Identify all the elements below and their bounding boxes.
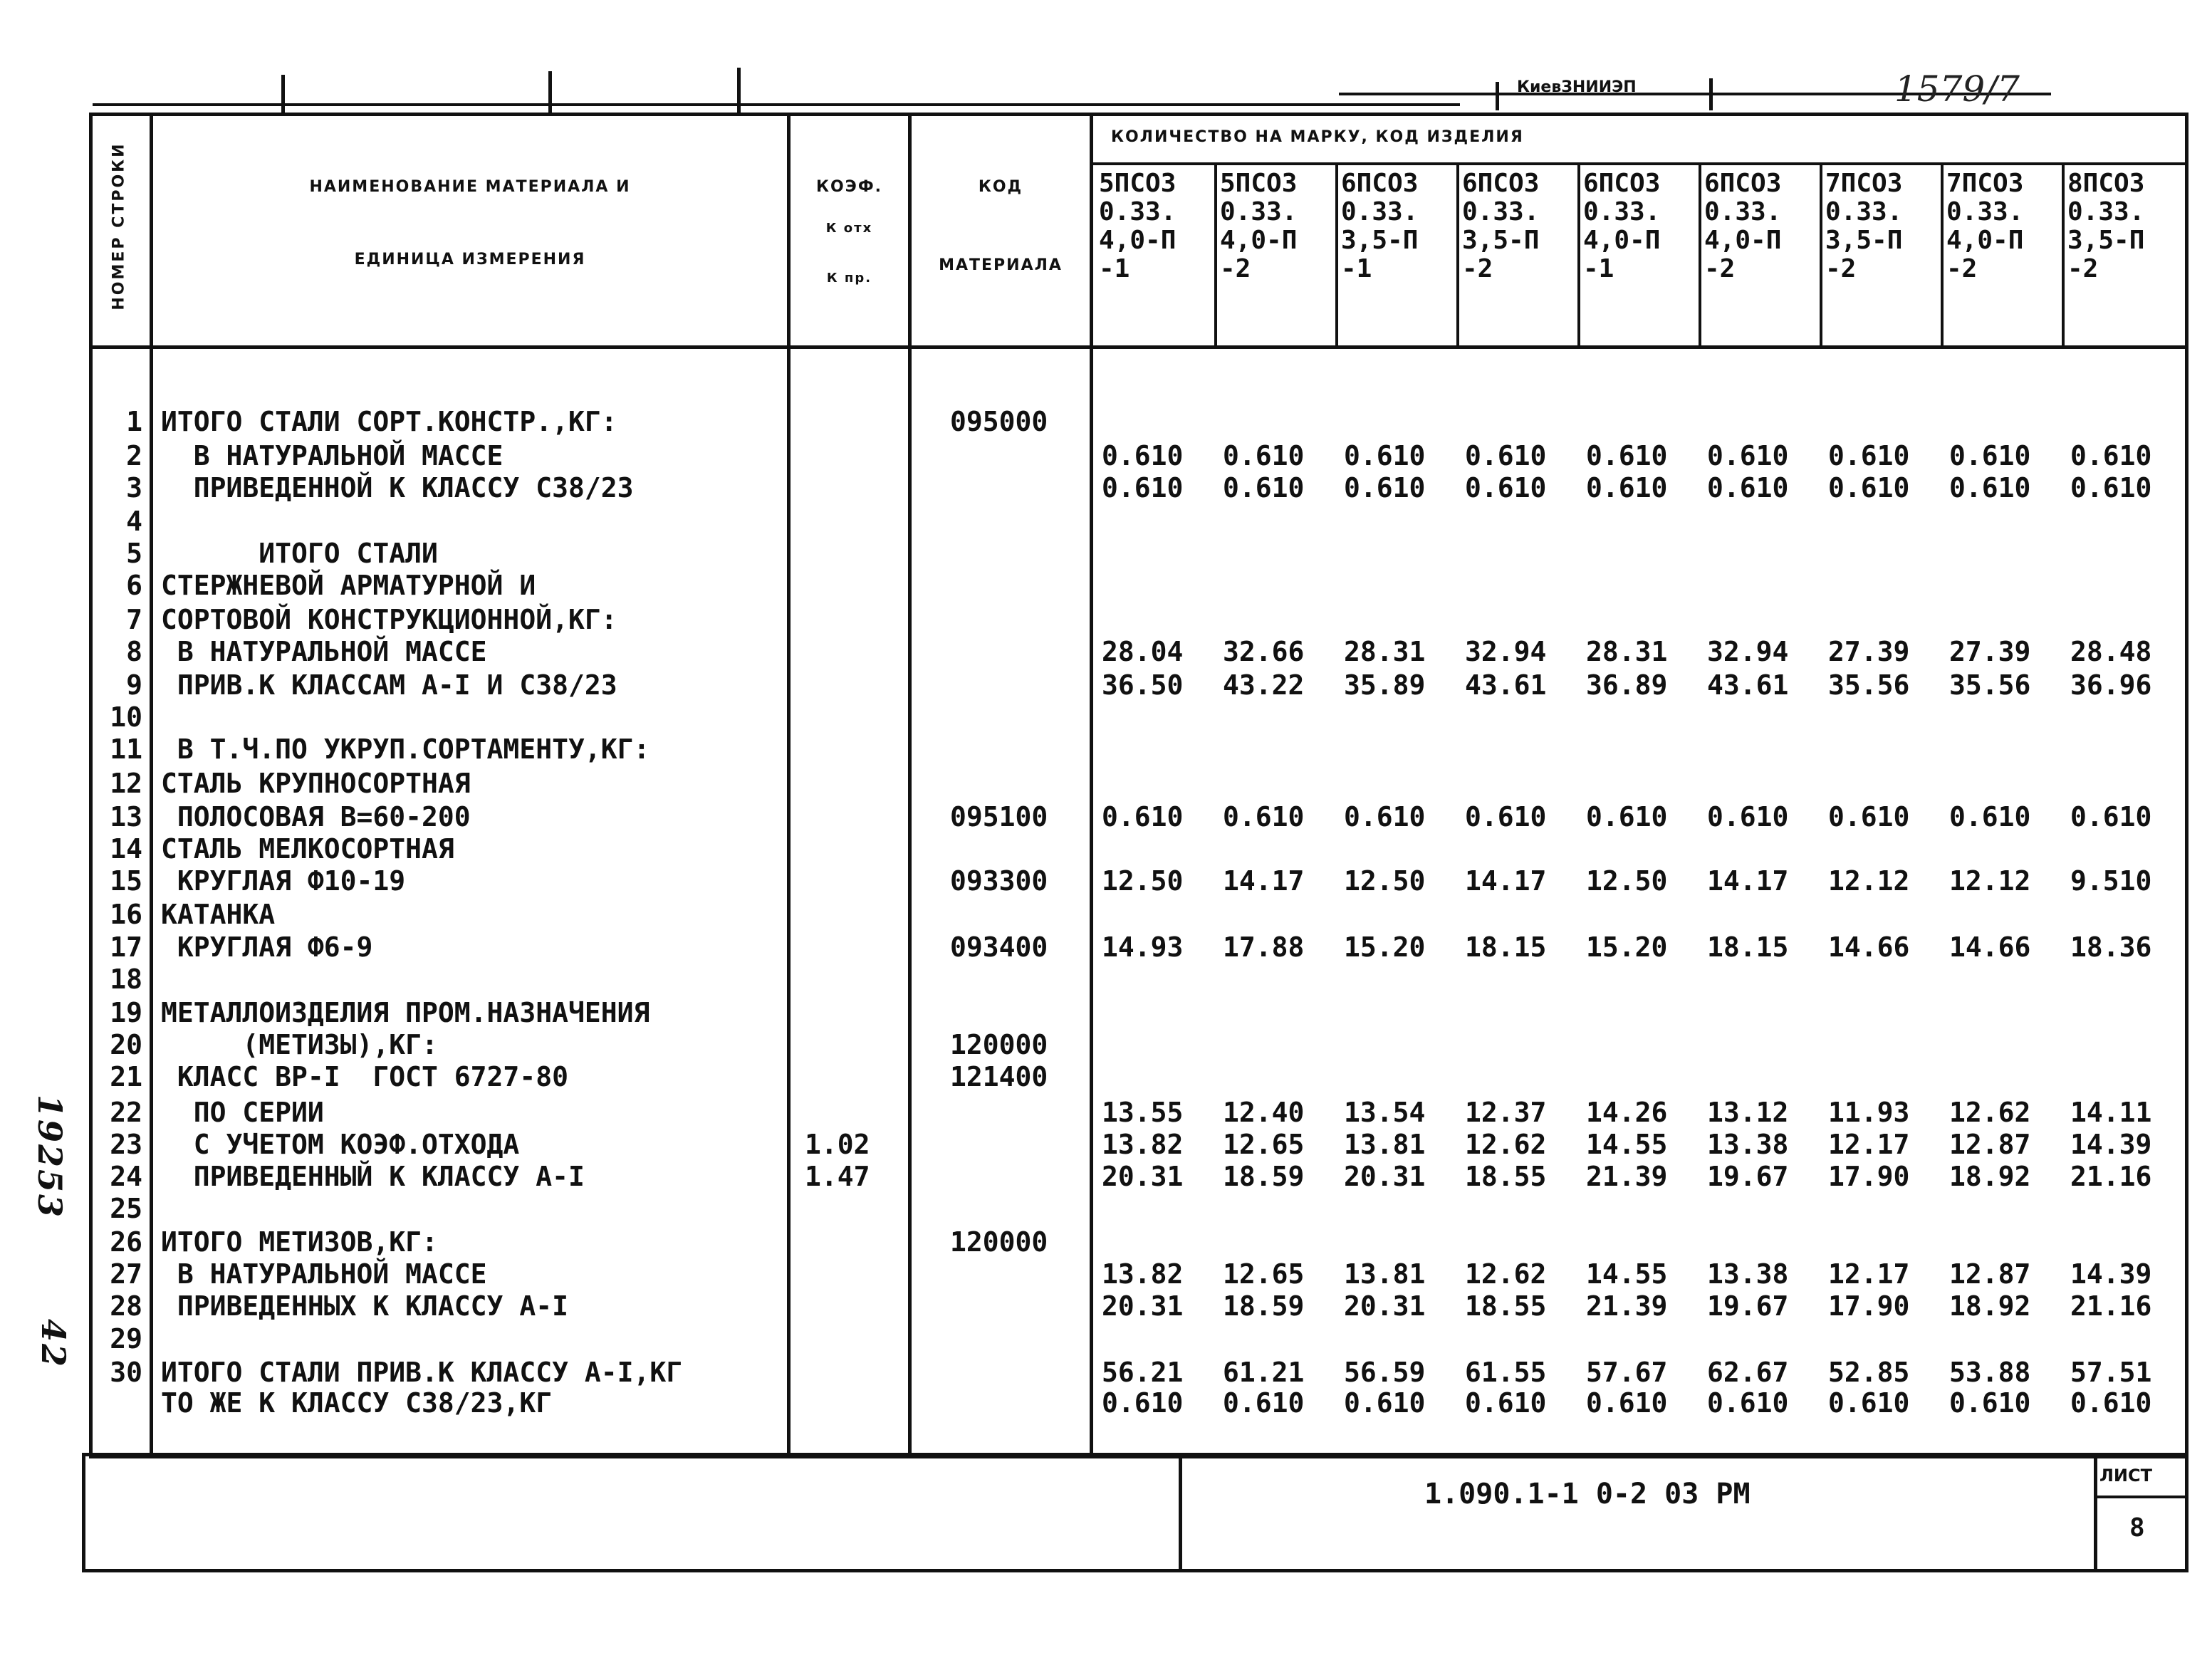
mark-col-divider (2062, 162, 2065, 345)
header-coef-line2: К отх (825, 221, 873, 236)
mark-header-line: 7ПСОЗ (1825, 169, 1903, 198)
stamp-organization: КиевЗНИИЭП (1517, 78, 1637, 96)
row-coefficient: 1.02 (805, 1129, 870, 1160)
row-value: 0.610 (1949, 801, 2031, 832)
top-tick (548, 71, 552, 114)
row-value: 0.610 (2070, 440, 2152, 471)
mark-header-line: 0.33. (1704, 197, 1782, 226)
row-number: 14 (110, 833, 142, 865)
row-number: 11 (110, 734, 142, 765)
qty-header-divider (1090, 162, 2188, 165)
stamp-divider (1709, 78, 1713, 110)
mark-header-line: 4,0-П (1583, 226, 1661, 255)
row-value: 53.88 (1949, 1357, 2031, 1388)
row-value: 14.55 (1586, 1129, 1668, 1160)
row-number: 28 (110, 1290, 142, 1322)
mark-header-line: 5ПСОЗ (1220, 169, 1298, 198)
stamp-divider (1496, 82, 1499, 110)
row-name: ПРИВЕДЕННЫХ К КЛАССУ А-I (161, 1290, 568, 1322)
row-value: 21.16 (2070, 1290, 2152, 1322)
row-value: 14.11 (2070, 1097, 2152, 1128)
top-edge (93, 103, 1460, 106)
row-value: 12.12 (1828, 865, 1910, 897)
mark-header (1341, 169, 1418, 283)
row-number: 21 (110, 1061, 142, 1092)
row-number: 2 (126, 440, 142, 471)
header-code-line2: МАТЕРИАЛА (939, 256, 1063, 274)
row-value: 0.610 (1465, 472, 1547, 503)
row-value: 12.65 (1223, 1258, 1305, 1290)
qty-header: КОЛИЧЕСТВО НА МАРКУ, КОД ИЗДЕЛИЯ (1111, 128, 1524, 146)
row-value: 15.20 (1586, 931, 1668, 963)
row-number: 1 (126, 406, 142, 437)
mark-header (1462, 169, 1539, 283)
top-tick (737, 68, 741, 114)
row-value: 20.31 (1344, 1161, 1426, 1192)
mark-header-line: -2 (1220, 254, 1251, 283)
row-value: 0.610 (1707, 801, 1789, 832)
row-value: 9.510 (2070, 865, 2152, 897)
row-value: 52.85 (1828, 1357, 1910, 1388)
row-value: 14.17 (1223, 865, 1305, 897)
row-value: 21.39 (1586, 1290, 1668, 1322)
row-name: В НАТУРАЛЬНОЙ МАССЕ (161, 1258, 487, 1290)
row-value: 14.26 (1586, 1097, 1668, 1128)
row-material-code: 095100 (950, 801, 1048, 832)
row-value: 61.21 (1223, 1357, 1305, 1388)
row-number: 9 (126, 669, 142, 701)
mark-header (1583, 169, 1660, 283)
row-value: 20.31 (1102, 1290, 1184, 1322)
row-material-code: 095000 (950, 406, 1048, 437)
row-material-code: 093400 (950, 931, 1048, 963)
row-material-code: 093300 (950, 865, 1048, 897)
row-value: 43.22 (1223, 669, 1305, 701)
row-name: КРУГЛАЯ Ф6-9 (161, 931, 373, 963)
row-value: 35.56 (1949, 669, 2031, 701)
row-value: 12.50 (1586, 865, 1668, 897)
row-number: 18 (110, 964, 142, 995)
mark-col-divider (1577, 162, 1580, 345)
mark-header-line: 0.33. (1946, 197, 2024, 226)
mark-header (1099, 169, 1176, 283)
mark-col-divider (1456, 162, 1459, 345)
row-value: 0.610 (1707, 440, 1789, 471)
row-name: МЕТАЛЛОИЗДЕЛИЯ ПРОМ.НАЗНАЧЕНИЯ (161, 997, 650, 1028)
row-number: 23 (110, 1129, 142, 1160)
mark-col-divider (1699, 162, 1701, 345)
row-material-code: 120000 (950, 1226, 1048, 1258)
row-number: 26 (110, 1226, 142, 1258)
row-name: В Т.Ч.ПО УКРУП.СОРТАМЕНТУ,КГ: (161, 734, 650, 765)
row-value: 27.39 (1949, 636, 2031, 667)
row-name: В НАТУРАЛЬНОЙ МАССЕ (161, 636, 487, 667)
row-value: 13.81 (1344, 1129, 1426, 1160)
footer-frame (82, 1453, 2188, 1572)
row-value: 21.39 (1586, 1161, 1668, 1192)
row-value: 12.62 (1465, 1258, 1547, 1290)
mark-header-line: 0.33. (1583, 197, 1661, 226)
row-number: 17 (110, 931, 142, 963)
mark-header (1825, 169, 1902, 283)
row-value: 0.610 (1102, 801, 1184, 832)
row-value: 12.62 (1949, 1097, 2031, 1128)
mark-header-line: -2 (2067, 254, 2099, 283)
header-name-line1: НАИМЕНОВАНИЕ МАТЕРИАЛА И (309, 178, 631, 196)
mark-header-line: 0.33. (1462, 197, 1540, 226)
row-value: 13.82 (1102, 1258, 1184, 1290)
row-value: 0.610 (1344, 472, 1426, 503)
row-number: 16 (110, 899, 142, 930)
mark-header-line: 4,0-П (1099, 226, 1177, 255)
row-value: 36.50 (1102, 669, 1184, 701)
row-value: 56.21 (1102, 1357, 1184, 1388)
row-value: 18.55 (1465, 1161, 1547, 1192)
sheet-number: 8 (2129, 1513, 2145, 1543)
mark-header-line: 0.33. (1341, 197, 1419, 226)
mark-header-line: -2 (1946, 254, 1978, 283)
row-number: 20 (110, 1029, 142, 1060)
row-value: 14.17 (1465, 865, 1547, 897)
row-value: 14.39 (2070, 1258, 2152, 1290)
row-number: 10 (110, 701, 142, 733)
row-number: 19 (110, 997, 142, 1028)
row-value: 0.610 (1828, 440, 1910, 471)
row-value: 0.610 (2070, 1387, 2152, 1419)
row-value: 0.610 (1586, 801, 1668, 832)
mark-header-line: 4,0-П (1704, 226, 1782, 255)
row-value: 18.59 (1223, 1290, 1305, 1322)
row-value: 0.610 (1828, 1387, 1910, 1419)
row-name: В НАТУРАЛЬНОЙ МАССЕ (161, 440, 504, 471)
mark-header-line: 0.33. (1825, 197, 1903, 226)
row-value: 32.66 (1223, 636, 1305, 667)
row-value: 14.93 (1102, 931, 1184, 963)
row-value: 57.51 (2070, 1357, 2152, 1388)
row-value: 0.610 (1102, 472, 1184, 503)
mark-header-line: 8ПСОЗ (2067, 169, 2145, 198)
row-value: 18.59 (1223, 1161, 1305, 1192)
row-material-code: 121400 (950, 1061, 1048, 1092)
footer-divider (1179, 1453, 1182, 1572)
row-value: 0.610 (1344, 440, 1426, 471)
row-value: 0.610 (1949, 472, 2031, 503)
mark-header-line: 0.33. (1099, 197, 1177, 226)
mark-header-line: 3,5-П (1341, 226, 1419, 255)
row-value: 0.610 (1949, 440, 2031, 471)
row-number: 12 (110, 768, 142, 799)
row-value: 13.38 (1707, 1129, 1789, 1160)
row-value: 0.610 (1465, 440, 1547, 471)
row-name: ИТОГО СТАЛИ ПРИВ.К КЛАССУ А-I,КГ (161, 1357, 683, 1388)
mark-header-line: 3,5-П (1825, 226, 1903, 255)
header-name-line2: ЕДИНИЦА ИЗМЕРЕНИЯ (354, 251, 586, 268)
row-value: 12.37 (1465, 1097, 1547, 1128)
row-value: 0.610 (1828, 472, 1910, 503)
row-value: 14.66 (1828, 931, 1910, 963)
row-number: 3 (126, 472, 142, 503)
row-value: 0.610 (1465, 1387, 1547, 1419)
row-number: 15 (110, 865, 142, 897)
sheet-label: ЛИСТ (2099, 1466, 2153, 1486)
row-value: 35.89 (1344, 669, 1426, 701)
footer-divider (2094, 1453, 2097, 1572)
header-coef-line3: К пр. (826, 271, 872, 286)
row-value: 36.89 (1586, 669, 1668, 701)
row-value: 12.62 (1465, 1129, 1547, 1160)
col-divider-code (1090, 113, 1093, 1458)
row-value: 21.16 (2070, 1161, 2152, 1192)
header-coef-line1: КОЭФ. (815, 178, 882, 196)
row-value: 18.92 (1949, 1290, 2031, 1322)
row-name: ИТОГО МЕТИЗОВ,КГ: (161, 1226, 438, 1258)
row-value: 17.90 (1828, 1290, 1910, 1322)
row-value: 13.82 (1102, 1129, 1184, 1160)
row-value: 61.55 (1465, 1357, 1547, 1388)
mark-header-line: 0.33. (1220, 197, 1298, 226)
row-value: 18.15 (1465, 931, 1547, 963)
row-name: ИТОГО СТАЛИ СОРТ.КОНСТР.,КГ: (161, 406, 617, 437)
row-value: 0.610 (2070, 801, 2152, 832)
row-value: 0.610 (1828, 801, 1910, 832)
row-name: ПРИВ.К КЛАССАМ А-I И С38/23 (161, 669, 617, 701)
row-value: 56.59 (1344, 1357, 1426, 1388)
row-value: 14.17 (1707, 865, 1789, 897)
row-value: 15.20 (1344, 931, 1426, 963)
mark-header-line: 0.33. (2067, 197, 2145, 226)
row-value: 0.610 (1707, 472, 1789, 503)
mark-header-line: 6ПСОЗ (1704, 169, 1782, 198)
row-value: 0.610 (1586, 1387, 1668, 1419)
row-value: 12.12 (1949, 865, 2031, 897)
row-name: ПРИВЕДЕННЫЙ К КЛАССУ А-I (161, 1161, 585, 1192)
row-name: С УЧЕТОМ КОЭФ.ОТХОДА (161, 1129, 520, 1160)
row-value: 0.610 (1223, 801, 1305, 832)
mark-header (1946, 169, 2023, 283)
row-name: КЛАСС ВР-I ГОСТ 6727-80 (161, 1061, 568, 1092)
row-name: СОРТОВОЙ КОНСТРУКЦИОННОЙ,КГ: (161, 604, 617, 635)
document-code: 1.090.1-1 0-2 03 РМ (1424, 1478, 1751, 1510)
col-divider-name (787, 113, 791, 1458)
mark-header-line: -1 (1583, 254, 1614, 283)
row-number: 27 (110, 1258, 142, 1290)
row-value: 0.610 (1949, 1387, 2031, 1419)
row-value: 27.39 (1828, 636, 1910, 667)
row-number: 25 (110, 1193, 142, 1224)
row-value: 0.610 (1707, 1387, 1789, 1419)
row-value: 36.96 (2070, 669, 2152, 701)
mark-header (1704, 169, 1781, 283)
row-value: 14.55 (1586, 1258, 1668, 1290)
row-value: 17.90 (1828, 1161, 1910, 1192)
row-value: 12.17 (1828, 1258, 1910, 1290)
row-value: 20.31 (1344, 1290, 1426, 1322)
mark-col-divider (1820, 162, 1822, 345)
row-material-code: 120000 (950, 1029, 1048, 1060)
row-value: 0.610 (1586, 440, 1668, 471)
row-value: 13.38 (1707, 1258, 1789, 1290)
row-name: (МЕТИЗЫ),КГ: (161, 1029, 438, 1060)
row-value: 0.610 (1102, 1387, 1184, 1419)
row-name: ИТОГО СТАЛИ (161, 538, 438, 569)
row-value: 12.87 (1949, 1129, 2031, 1160)
row-value: 12.87 (1949, 1258, 2031, 1290)
row-value: 32.94 (1707, 636, 1789, 667)
row-value: 0.610 (1223, 440, 1305, 471)
row-value: 57.67 (1586, 1357, 1668, 1388)
page-note: 42 (34, 1318, 73, 1369)
row-number: 8 (126, 636, 142, 667)
header-code-line1: КОД (978, 178, 1023, 196)
mark-col-divider (1214, 162, 1217, 345)
row-name: КАТАНКА (161, 899, 276, 930)
col-divider-rownum (150, 113, 153, 1458)
row-value: 12.40 (1223, 1097, 1305, 1128)
row-value: 12.17 (1828, 1129, 1910, 1160)
row-value: 0.610 (2070, 472, 2152, 503)
row-value: 28.04 (1102, 636, 1184, 667)
row-value: 18.92 (1949, 1161, 2031, 1192)
row-value: 0.610 (1223, 1387, 1305, 1419)
row-name: ПОЛОСОВАЯ В=60-200 (161, 801, 471, 832)
row-value: 28.31 (1586, 636, 1668, 667)
mark-col-divider (1941, 162, 1944, 345)
row-value: 19.67 (1707, 1161, 1789, 1192)
row-name: ТО ЖЕ К КЛАССУ С38/23,КГ (161, 1387, 553, 1419)
mark-header-line: 6ПСОЗ (1583, 169, 1661, 198)
mark-header-line: -2 (1704, 254, 1736, 283)
row-value: 14.66 (1949, 931, 2031, 963)
row-name: СТАЛЬ КРУПНОСОРТНАЯ (161, 768, 471, 799)
inventory-number: 19253 (31, 1095, 69, 1220)
row-value: 12.65 (1223, 1129, 1305, 1160)
row-value: 11.93 (1828, 1097, 1910, 1128)
mark-col-divider (1335, 162, 1338, 345)
row-value: 28.31 (1344, 636, 1426, 667)
row-value: 35.56 (1828, 669, 1910, 701)
row-value: 13.12 (1707, 1097, 1789, 1128)
mark-header-line: 4,0-П (1220, 226, 1298, 255)
row-value: 0.610 (1344, 801, 1426, 832)
row-name: СТЕРЖНЕВОЙ АРМАТУРНОЙ И (161, 570, 536, 601)
row-value: 43.61 (1465, 669, 1547, 701)
row-number: 4 (126, 506, 142, 537)
row-value: 0.610 (1586, 472, 1668, 503)
row-coefficient: 1.47 (805, 1161, 870, 1192)
row-number: 24 (110, 1161, 142, 1192)
mark-header-line: -1 (1341, 254, 1372, 283)
row-value: 0.610 (1102, 440, 1184, 471)
row-value: 12.50 (1344, 865, 1426, 897)
row-value: 13.55 (1102, 1097, 1184, 1128)
row-value: 32.94 (1465, 636, 1547, 667)
row-name: КРУГЛАЯ Ф10-19 (161, 865, 406, 897)
mark-header-line: -2 (1462, 254, 1493, 283)
row-value: 19.67 (1707, 1290, 1789, 1322)
row-number: 22 (110, 1097, 142, 1128)
header-row-number: НОМЕР СТРОКИ (110, 142, 128, 310)
row-value: 0.610 (1465, 801, 1547, 832)
mark-header (1220, 169, 1297, 283)
row-name: ПРИВЕДЕННОЙ К КЛАССУ С38/23 (161, 472, 634, 503)
row-number: 5 (126, 538, 142, 569)
row-value: 62.67 (1707, 1357, 1789, 1388)
mark-header-line: 6ПСОЗ (1341, 169, 1419, 198)
row-value: 0.610 (1223, 472, 1305, 503)
row-number: 7 (126, 604, 142, 635)
row-number: 13 (110, 801, 142, 832)
mark-header-line: -2 (1825, 254, 1857, 283)
col-divider-coef (908, 113, 912, 1458)
mark-header-line: 3,5-П (2067, 226, 2145, 255)
row-number: 29 (110, 1323, 142, 1355)
row-number: 30 (110, 1357, 142, 1388)
mark-header-line: 4,0-П (1946, 226, 2024, 255)
row-value: 18.36 (2070, 931, 2152, 963)
mark-header-line: -1 (1099, 254, 1130, 283)
row-value: 20.31 (1102, 1161, 1184, 1192)
mark-header-line: 5ПСОЗ (1099, 169, 1177, 198)
footer-sheet-line (2094, 1496, 2188, 1498)
handwritten-signature: 1579/7 (1894, 68, 2020, 110)
row-value: 18.55 (1465, 1290, 1547, 1322)
row-value: 14.39 (2070, 1129, 2152, 1160)
row-value: 28.48 (2070, 636, 2152, 667)
header-bottom (89, 345, 2188, 349)
mark-header (2067, 169, 2144, 283)
mark-header-line: 6ПСОЗ (1462, 169, 1540, 198)
mark-header-line: 3,5-П (1462, 226, 1540, 255)
row-value: 13.54 (1344, 1097, 1426, 1128)
row-value: 12.50 (1102, 865, 1184, 897)
row-value: 43.61 (1707, 669, 1789, 701)
row-value: 18.15 (1707, 931, 1789, 963)
mark-header-line: 7ПСОЗ (1946, 169, 2024, 198)
row-value: 17.88 (1223, 931, 1305, 963)
row-value: 13.81 (1344, 1258, 1426, 1290)
top-tick (281, 75, 285, 114)
row-number: 6 (126, 570, 142, 601)
row-value: 0.610 (1344, 1387, 1426, 1419)
row-name: СТАЛЬ МЕЛКОСОРТНАЯ (161, 833, 454, 865)
row-name: ПО СЕРИИ (161, 1097, 324, 1128)
